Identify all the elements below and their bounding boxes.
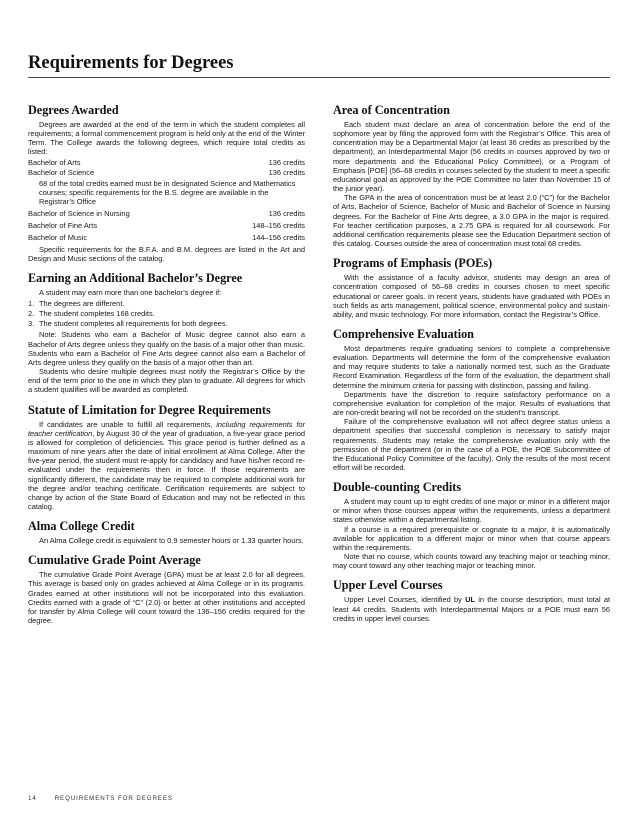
double-counting-paragraph-2: If a course is a required prerequisite or cognate to a major, it is automatically available for application to a different major or minor when that course appears within the requirements. <box>333 524 610 552</box>
footer-label: REQUIREMENTS FOR DEGREES <box>54 795 173 802</box>
upper-level-heading: Upper Level Courses <box>333 578 443 593</box>
poe-paragraph: With the assistance of a faculty advisor, students may design an area of concentration composed of 56–68 credits in courses chosen to meet specific educational or career goals. In recent years, students have graduated with POEs in such fields as arts management, political science, environmental policy and sustainability, and music technology. For more information, contact the Registrar’s Office. <box>333 273 610 319</box>
degree-name: Bachelor of Science in Nursing <box>28 208 130 218</box>
double-counting-heading: Double-counting Credits <box>333 480 462 495</box>
page-title: Requirements for Degrees <box>28 53 234 73</box>
degree-row <box>28 233 305 242</box>
comprehensive-paragraph-3: Failure of the comprehensive evaluation will not affect degree status unless a department specifies that successful completion is necessary to satisfy major requirements. Students may retake the comprehensive evaluation only with the permission of the department (or in the case of a POE, the POE Subcommittee of the Educational Policy Committee of the faculty). Only the results of the most recent effort will be recorded. <box>333 417 610 472</box>
multiple-degrees-notify: Students who desire multiple degrees must notify the Registrar’s Office by the end of the term prior to the one in which they plan to graduate. All degrees for which a student qualifies will be awarded as completed. <box>28 367 305 395</box>
degree-row <box>28 221 305 230</box>
gpa-heading: Cumulative Grade Point Average <box>28 553 201 568</box>
comprehensive-paragraph-1: Most departments require graduating seniors to complete a comprehensive evaluation. Departments will determine the form of the comprehensive evaluation and may require students to take a nationally normed test, such as the Graduate Record Examination. Regardless of the form of the evaluation, the department shall determine the minimum criteria for passing with distinction, passing and failing. <box>333 343 610 390</box>
section-double-counting <box>333 480 610 570</box>
list-number: 3. <box>28 319 35 329</box>
upper-level-paragraph <box>333 595 610 622</box>
statute-heading: Statute of Limitation for Degree Requirements <box>28 402 271 417</box>
degrees-awarded-outro: Specific requirements for the B.F.A. and B.M. degrees are listed in the Art and Design and Music sections of the catalog. <box>28 244 305 264</box>
double-counting-paragraph-1: A student may count up to eight credits of one major or minor in a different major or minor when those courses appear within the requirements, unless a department states otherwise within a departmental listing. <box>333 497 610 525</box>
section-programs-of-emphasis <box>333 256 610 319</box>
list-text: The student completes all requirements for both degrees. <box>39 319 228 329</box>
degree-row <box>28 158 305 167</box>
alma-credit-paragraph: An Alma College credit is equivalent to 0.9 semester hours or 1.33 quarter hours. <box>39 536 304 546</box>
degree-credits: 136 credits <box>268 208 305 218</box>
list-item <box>28 319 305 328</box>
concentration-paragraph-2: The GPA in the area of concentration must be at least 2.0 (“C”) for the Bachelor of Arts, Bachelor of Science, Bachelor of Music and Bachelor of Science in Nursing degrees. For the Bachelor of Fine Arts degree, a 3.0 GPA in the major is required. For teacher certification purposes, a 2.75 GPA is required for all coursework. For additional certification requirements please see the Education Department section of this catalog. Courses outside the area of concentration must total 68 credits. <box>333 193 610 249</box>
section-cumulative-gpa <box>28 553 305 625</box>
degree-name: Bachelor of Arts <box>28 157 81 167</box>
list-item <box>28 309 305 318</box>
degree-name: Bachelor of Music <box>28 232 88 242</box>
title-divider <box>28 77 610 78</box>
degree-row <box>28 209 305 218</box>
degree-name: Bachelor of Fine Arts <box>28 220 98 230</box>
section-comprehensive-evaluation <box>333 327 610 472</box>
section-upper-level-courses <box>333 578 610 622</box>
degree-name: Bachelor of Science <box>28 168 95 178</box>
section-alma-college-credit <box>28 519 305 545</box>
statute-paragraph <box>28 420 305 512</box>
multiple-degrees-note: Note: Students who earn a Bachelor of Music degree cannot also earn a Bachelor of Arts degree unless they qualify on the basis of a major other than music. Students who earn a Bachelor of Fine Arts degree cannot also earn a Bachelor of Arts degree unless they qualify on the basis of a major other than art. <box>28 330 305 367</box>
comprehensive-heading: Comprehensive Evaluation <box>333 326 474 341</box>
upper-level-code: UL <box>465 595 475 605</box>
degrees-awarded-heading: Degrees Awarded <box>28 103 119 117</box>
double-counting-paragraph-3: Note that no course, which counts toward any teaching major or teaching minor, may count toward any other teaching major or teaching minor. <box>333 552 610 571</box>
additional-bachelors-intro: A student may earn more than one bachelor’s degree if: <box>39 288 222 298</box>
statute-text-end: , by August 30 of the year of graduation, a five-year grace period is allowed for completion of deficiencies. This grace period is further defined as a maximum of nine years after the date of initial enrollment at Alma College. After the five-year period, the student must re-apply for candidacy and have his/her record re-evaluated under the requirements then in force. If those requirements are significantly different, the candidate may be required to complete additional work for the degree and/or teaching certificate. Certification requirements are subject to change by action of the State Board of Education and may not be reflected in this catalog. <box>28 428 306 511</box>
section-additional-bachelors <box>28 271 305 394</box>
list-number: 1. <box>28 298 35 308</box>
right-column <box>333 103 610 623</box>
science-note: 68 of the total credits earned must be in designated Science and Mathematics courses; specific requirements for the B.S. degree are available in the Registrar’s Office <box>39 179 296 207</box>
list-text: The student completes 168 credits. <box>39 308 155 318</box>
degrees-awarded-intro: Degrees are awarded at the end of the term in which the student completes all requirements; a formal commencement program is held only at the end of the Winter Term. The College awards the following degrees, which require total credits as listed: <box>28 120 305 157</box>
gpa-paragraph: The cumulative Grade Point Average (GPA) must be at least 2.0 for all degrees. This average is based only on grades achieved at Alma College or in its programs. Grades earned at other institutions will not be incorporated into this evaluation. Credits earned with a grade of “C” (2.0) or better at other institutions and accepted for transfer by Alma College will count toward the 136–156 credits required for the degree. <box>28 570 305 626</box>
statute-text-start: If candidates are unable to fulfill all requirements, <box>39 419 217 429</box>
degree-credits: 144–156 credits <box>252 232 305 242</box>
section-area-of-concentration <box>333 103 610 248</box>
page-footer <box>28 795 173 802</box>
comprehensive-paragraph-2: Departments have the discretion to require satisfactory performance on a comprehensive evaluation for completion of the major. Results of evaluations that are non-credit bearing will not be recorded on the student’s transcript. <box>333 389 610 418</box>
concentration-paragraph-1: Each student must declare an area of concentration before the end of the sophomore year by filing the approved form with the Registrar’s Office. This area of concentration may be a Departmental Major (at least 36 credits as prescribed by the department), an Interdepartmental Major (56 credits in courses approved by two or more departments and the Educational Policy Committee), or a Program of Emphasis [POE] (56–68 credits in courses selected by the student to meet a specific educational goal as approved by the POE Committee no later than November 15 of the junior year). <box>333 120 610 194</box>
section-statute-of-limitation <box>28 403 305 512</box>
page-number: 14 <box>28 795 37 802</box>
alma-credit-heading: Alma College Credit <box>28 519 135 534</box>
degree-row <box>28 168 305 177</box>
poe-heading: Programs of Emphasis (POEs) <box>333 256 493 271</box>
degree-credits: 136 credits <box>268 168 305 178</box>
concentration-heading: Area of Concentration <box>333 103 450 117</box>
degree-credits: 136 credits <box>268 157 305 167</box>
list-item <box>28 299 305 308</box>
upper-level-text-start: Upper Level Courses, identified by <box>344 595 466 605</box>
degree-credits: 148–156 credits <box>252 220 305 230</box>
section-degrees-awarded <box>28 103 305 263</box>
upper-level-text-end: in the course description, must total at least 44 credits. Students with Interdepartmental Majors or a POE must earn 56 credits in upper level courses. <box>333 595 610 623</box>
list-text: The degrees are different. <box>39 298 125 308</box>
list-number: 2. <box>28 308 35 318</box>
left-column <box>28 103 305 625</box>
additional-bachelors-heading: Earning an Additional Bachelor’s Degree <box>28 271 243 286</box>
statute-text-emphasis: including requirements for teacher certification <box>28 419 305 438</box>
